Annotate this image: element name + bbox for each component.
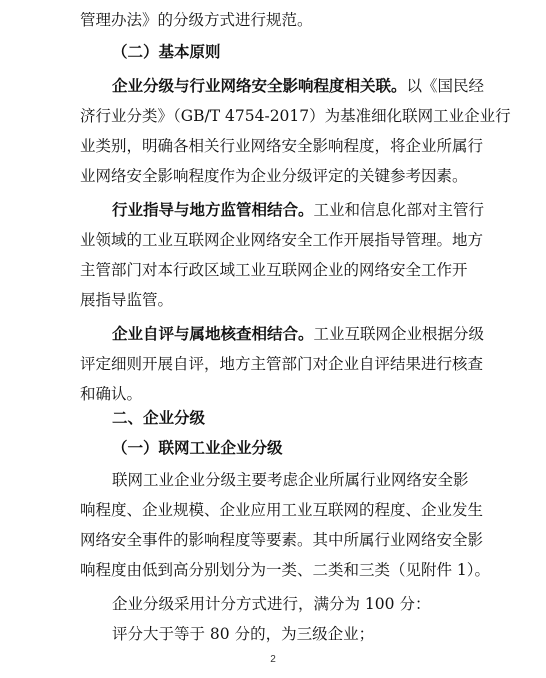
bold-text-run: 企业分级与行业网络安全影响程度相关联。	[112, 76, 407, 95]
paragraph-line	[80, 350, 532, 378]
text-run: 响程度由低到高分别划分为一类、二类和三类（见附件 1）。	[80, 561, 491, 579]
text-run: 企业分级采用计分方式进行，满分为 100 分：	[112, 595, 431, 613]
paragraph-line	[80, 6, 532, 34]
text-run: 济行业分类》（GB/T 4754-2017）为基准细化联网工业企业行	[80, 107, 511, 125]
text-run: 和确认。	[80, 385, 143, 403]
paragraph-line	[80, 132, 532, 160]
page-number: 2	[270, 654, 276, 665]
text-run: 工业互联网企业根据分级	[313, 325, 485, 343]
paragraph-line	[112, 590, 532, 618]
paragraph-line	[80, 256, 532, 284]
paragraph-line	[112, 72, 532, 100]
bold-text-run: 二、企业分级	[112, 408, 206, 427]
paragraph-line	[80, 526, 532, 554]
text-run: 主管部门对本行政区域工业互联网企业的网络安全工作开	[80, 261, 468, 279]
paragraph-line	[112, 320, 532, 348]
paragraph-line	[80, 162, 532, 190]
section-heading	[112, 404, 532, 432]
bold-text-run: （二）基本原则	[112, 42, 221, 61]
bold-text-run: 企业自评与属地核查相结合。	[112, 324, 314, 343]
paragraph-line	[112, 466, 532, 494]
text-run: 评定细则开展自评，地方主管部门对企业自评结果进行核查	[80, 355, 484, 373]
bold-text-run: 行业指导与地方监管相结合。	[112, 200, 314, 219]
section-heading	[112, 434, 532, 462]
section-heading	[112, 38, 532, 66]
text-run: 展指导监管。	[80, 291, 174, 309]
paragraph-line	[80, 556, 532, 584]
paragraph-line	[80, 102, 532, 130]
text-run: 业类别，明确各相关行业网络安全影响程度，将企业所属行	[80, 137, 484, 155]
text-run: 业网络安全影响程度作为企业分级评定的关键参考因素。	[80, 167, 468, 185]
text-run: 响程度、企业规模、企业应用工业互联网的程度、企业发生	[80, 501, 484, 519]
paragraph-line	[80, 226, 532, 254]
text-run: 工业和信息化部对主管行	[313, 201, 485, 219]
paragraph-line	[80, 286, 532, 314]
bold-text-run: （一）联网工业企业分级	[112, 438, 283, 457]
text-run: 业领域的工业互联网企业网络安全工作开展指导管理。地方	[80, 231, 484, 249]
text-run: 以《国民经	[406, 77, 485, 95]
text-run: 管理办法》的分级方式进行规范。	[80, 11, 313, 29]
text-run: 网络安全事件的影响程度等要素。其中所属行业网络安全影	[80, 531, 484, 549]
paragraph-line	[112, 620, 532, 648]
paragraph-line	[112, 196, 532, 224]
text-run: 联网工业企业分级主要考虑企业所属行业网络安全影	[112, 471, 469, 489]
paragraph-line	[80, 496, 532, 524]
text-run: 评分大于等于 80 分的，为三级企业；	[112, 625, 375, 643]
